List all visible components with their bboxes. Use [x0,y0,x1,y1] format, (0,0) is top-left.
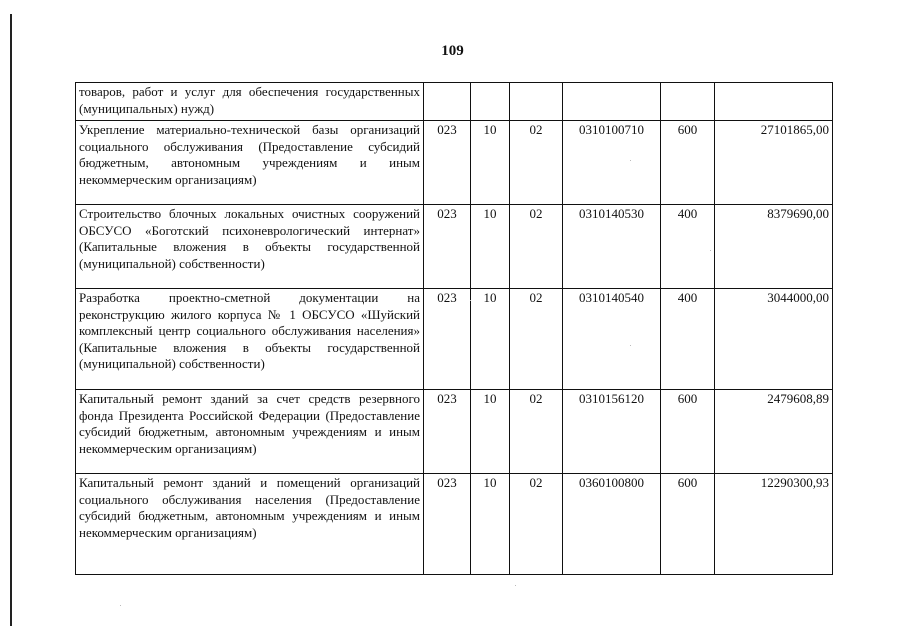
cell-amount: 3044000,00 [715,289,833,390]
table-row [76,289,833,390]
cell-description: Капитальный ремонт зданий за счет средств резервного фонда Президента Российской Федерации (Предоставление субсидий бюджетным, автономным учреждениям и иным некоммерческим организациям) [76,390,424,474]
cell-subsection-code: 02 [510,474,563,575]
cell-subsection-code: 02 [510,205,563,289]
cell-ministry-code: 023 [424,205,471,289]
scan-speck [630,160,631,161]
cell-target-article [563,83,661,121]
cell-section-code: 10 [471,474,510,575]
cell-ministry-code: 023 [424,474,471,575]
cell-target-article: 0310156120 [563,390,661,474]
cell-description: Капитальный ремонт зданий и помещений организаций социального обслуживания населения (Предоставление субсидий бюджетным, автономным учреждениям и иным некоммерческим организациям) [76,474,424,575]
scan-speck [515,585,516,586]
scan-speck [120,605,121,606]
cell-ministry-code: 023 [424,390,471,474]
budget-table [75,82,833,575]
cell-description: Разработка проектно-сметной документации на реконструкцию жилого корпуса № 1 ОБСУСО «Шуйский комплексный центр социального обслуживания населения» (Капитальные вложения в объекты государственной (муниципальной) собственности) [76,289,424,390]
page-number: 109 [441,43,464,59]
cell-expense-type: 400 [661,289,715,390]
budget-table-body [76,83,833,575]
cell-target-article: 0310100710 [563,121,661,205]
cell-section-code: 10 [471,121,510,205]
scan-speck [630,345,631,346]
cell-expense-type: 400 [661,205,715,289]
cell-expense-type: 600 [661,390,715,474]
cell-section-code [471,83,510,121]
cell-subsection-code: 02 [510,289,563,390]
page-left-edge [10,14,12,626]
cell-subsection-code [510,83,563,121]
table-row [76,205,833,289]
scan-speck [710,250,711,251]
table-row [76,121,833,205]
cell-description: Укрепление материально-технической базы организаций социального обслуживания (Предоставление субсидий бюджетным, автономным учреждениям и иным некоммерческим организациям) [76,121,424,205]
cell-ministry-code: 023 [424,121,471,205]
cell-amount: 2479608,89 [715,390,833,474]
table-row [76,390,833,474]
scan-speck [470,300,471,301]
cell-ministry-code [424,83,471,121]
cell-ministry-code: 023 [424,289,471,390]
cell-section-code: 10 [471,205,510,289]
cell-amount: 27101865,00 [715,121,833,205]
table-row [76,83,833,121]
cell-target-article: 0310140540 [563,289,661,390]
cell-amount [715,83,833,121]
cell-subsection-code: 02 [510,390,563,474]
cell-target-article: 0360100800 [563,474,661,575]
cell-section-code: 10 [471,289,510,390]
cell-expense-type: 600 [661,121,715,205]
cell-subsection-code: 02 [510,121,563,205]
cell-description: товаров, работ и услуг для обеспечения государственных (муниципальных) нужд) [76,83,424,121]
table-row [76,474,833,575]
cell-description: Строительство блочных локальных очистных сооружений ОБСУСО «Боготский психоневрологический интернат» (Капитальные вложения в объекты государственной (муниципальной) собственности) [76,205,424,289]
cell-section-code: 10 [471,390,510,474]
cell-amount: 12290300,93 [715,474,833,575]
cell-expense-type [661,83,715,121]
cell-expense-type: 600 [661,474,715,575]
cell-target-article: 0310140530 [563,205,661,289]
cell-amount: 8379690,00 [715,205,833,289]
